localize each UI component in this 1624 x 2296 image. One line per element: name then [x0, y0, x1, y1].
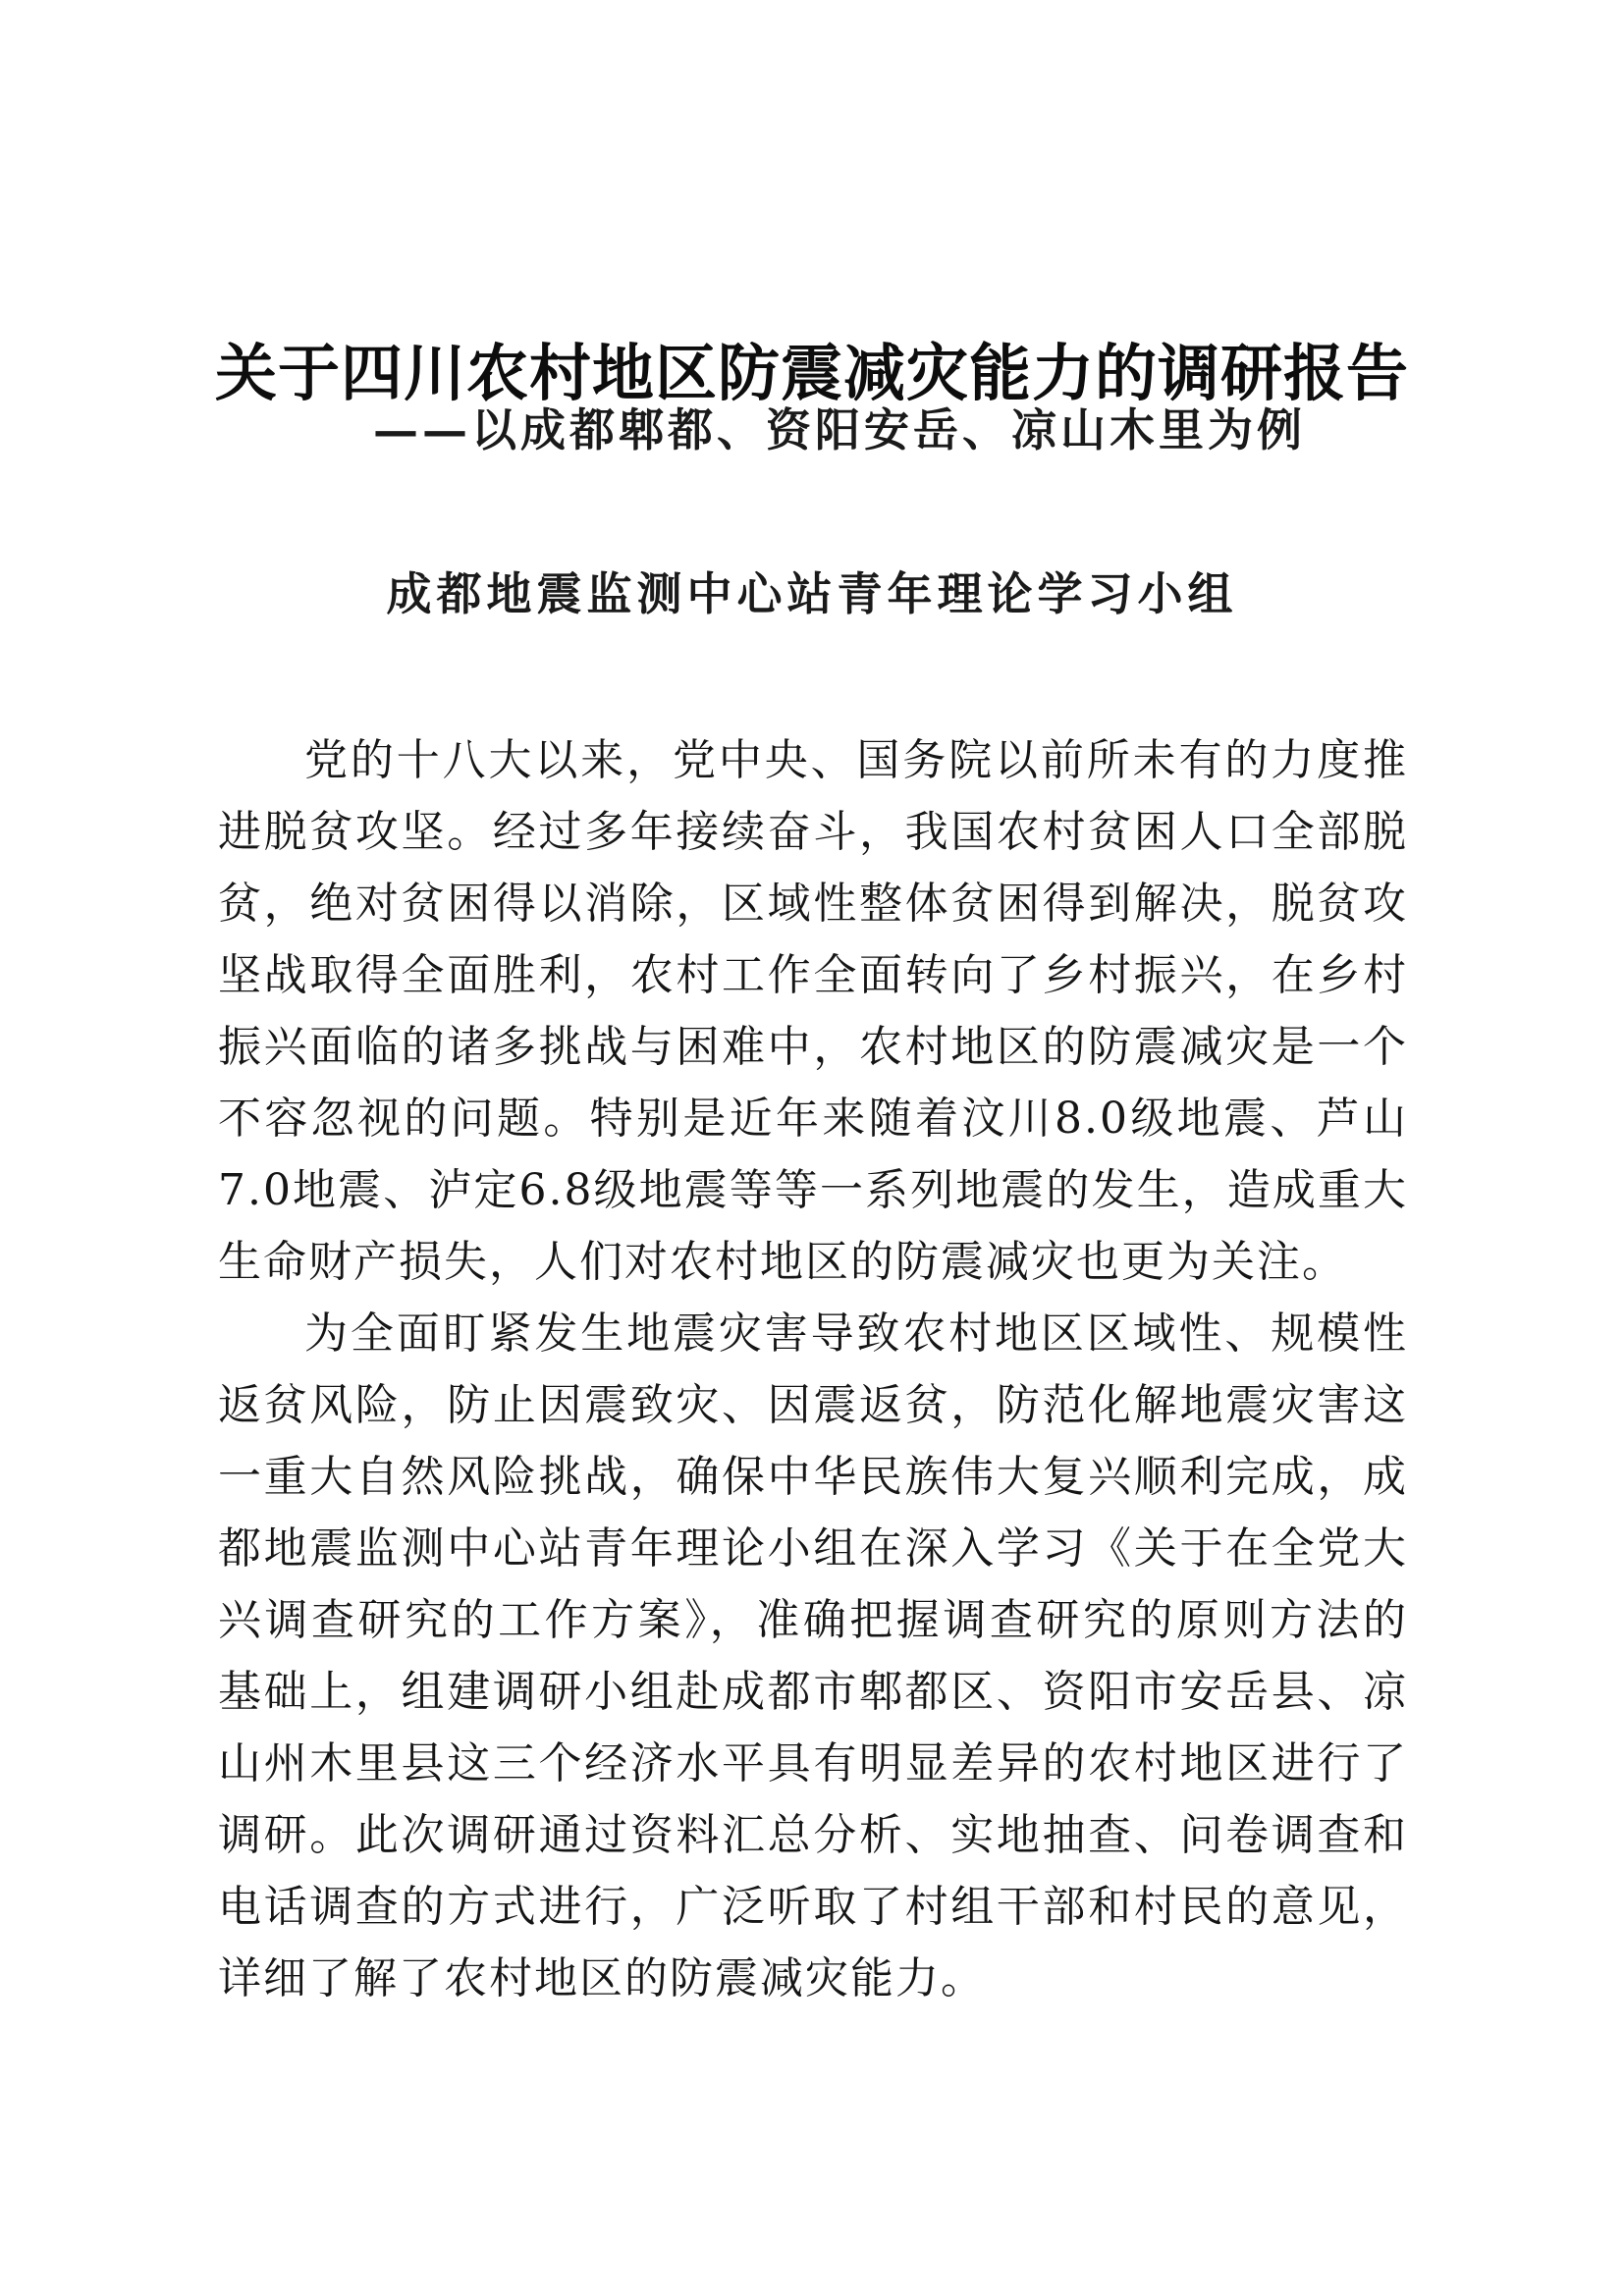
report-title: 关于四川农村地区防震减灾能力的调研报告 — [215, 337, 1409, 410]
report-subtitle: ——以成都郫都、资阳安岳、凉山木里为例 — [373, 403, 1306, 456]
report-author: 成都地震监测中心站青年理论学习小组 — [386, 567, 1238, 620]
report-body — [218, 724, 1408, 2014]
body-paragraph: 为全面盯紧发生地震灾害导致农村地区区域性、规模性返贫风险，防止因震致灾、因震返贫，防范化解地震灾害这一重大自然风险挑战，确保中华民族伟大复兴顺利完成，成都地震监测中心站青年理论小组在深入学习《关于在全党大兴调查研究的工作方案》，准确把握调查研究的原则方法的基础上，组建调研小组赴成都市郫都区、资阳市安岳县、凉山州木里县这三个经济水平具有明显差异的农村地区进行了调研。此次调研通过资料汇总分析、实地抽查、问卷调查和电话调查的方式进行，广泛听取了村组干部和村民的意见，详细了解了农村地区的防震减灾能力。 — [218, 1308, 1408, 2003]
body-paragraph: 党的十八大以来，党中央、国务院以前所未有的力度推进脱贫攻坚。经过多年接续奋斗，我国农村贫困人口全部脱贫，绝对贫困得以消除，区域性整体贫困得到解决，脱贫攻坚战取得全面胜利，农村工作全面转向了乡村振兴，在乡村振兴面临的诸多挑战与困难中，农村地区的防震减灾是一个不容忽视的问题。特别是近年来随着汶川8.0级地震、芦山7.0地震、泸定6.8级地震等等一系列地震的发生，造成重大生命财产损失，人们对农村地区的防震减灾也更为关注。 — [218, 735, 1408, 1287]
